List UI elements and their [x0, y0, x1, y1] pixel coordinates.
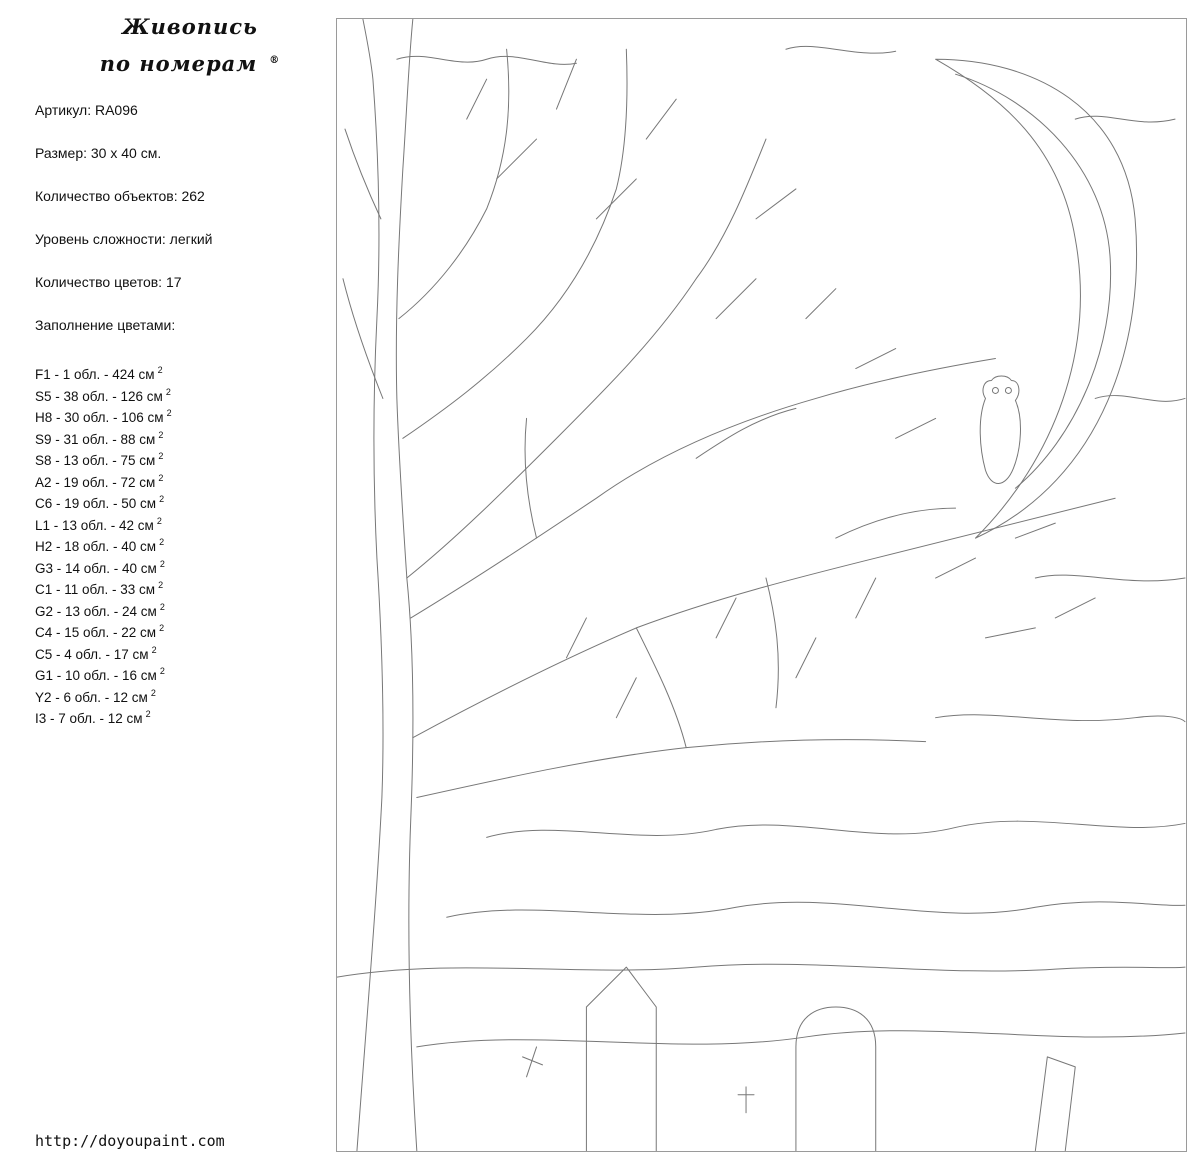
brand-line-2: [70, 44, 310, 81]
legend-row: [35, 425, 172, 447]
twig: [716, 189, 935, 438]
grave-cross: [738, 1087, 754, 1113]
article-text: Артикул: RA096: [35, 102, 138, 118]
legend-sup: 2: [159, 558, 165, 569]
legend-text: S8 - 13 обл. - 75 см: [35, 453, 156, 468]
legend-text: S5 - 38 обл. - 126 см: [35, 388, 163, 404]
owl-eye-left: [992, 387, 998, 393]
legend-text: C4 - 15 обл. - 22 см: [35, 625, 157, 640]
registered-mark: ®: [269, 55, 281, 66]
brand-logo: [70, 10, 310, 81]
legend-sup: 2: [159, 623, 165, 633]
legend-row: [35, 575, 172, 597]
legend-text: I3 - 7 обл. - 12 см: [35, 711, 143, 726]
legend-sup: 2: [145, 709, 151, 719]
owl-eye-right: [1005, 387, 1011, 393]
legend-sup: 2: [159, 666, 165, 676]
twig: [936, 523, 1096, 638]
cloud-outline: [1075, 116, 1175, 122]
branch: [345, 129, 381, 219]
legend-text: G1 - 10 обл. - 16 см: [35, 668, 157, 683]
branch: [411, 359, 996, 618]
tree-trunk-right-edge: [396, 19, 416, 1150]
branch: [525, 418, 537, 538]
arch-building: [796, 1007, 876, 1151]
legend-sup: 2: [166, 408, 172, 418]
brand-line-1: Живопись: [122, 14, 258, 39]
branch: [836, 508, 956, 538]
legend-row: [35, 468, 172, 490]
website-url: http://doyoupaint.com: [35, 1132, 225, 1150]
legend-text: H8 - 30 обл. - 106 см: [35, 410, 164, 425]
cloud-outline: [936, 715, 1185, 722]
legend-sup: 2: [159, 601, 165, 612]
legend-row: [35, 683, 172, 705]
legend-sup: 2: [165, 386, 171, 397]
canvas-outline-frame: [336, 18, 1187, 1152]
cloud-outline: [397, 56, 577, 64]
legend-sup: 2: [158, 580, 164, 590]
legend-text: Y2 - 6 обл. - 12 см: [35, 689, 148, 705]
legend-sup: 2: [158, 472, 164, 483]
legend-sup: 2: [159, 537, 165, 547]
ground-line: [417, 1031, 1185, 1047]
branch: [417, 740, 926, 798]
legend-sup: 2: [150, 687, 156, 698]
product-info: [35, 98, 213, 356]
legend-sup: 2: [158, 451, 164, 461]
twig: [467, 59, 677, 219]
branch: [696, 408, 796, 458]
legend-row: [35, 511, 172, 533]
legend-text: G3 - 14 обл. - 40 см: [35, 560, 157, 576]
objects-count-text: Количество объектов: 262: [35, 188, 205, 204]
legend-text: F1 - 1 обл. - 424 см: [35, 367, 155, 382]
colors-count-text: Количество цветов: 17: [35, 274, 182, 290]
brand-line-2-text: по номерам: [99, 51, 258, 76]
ground-line: [337, 964, 1185, 977]
owl: [980, 376, 1020, 484]
legend-sup: 2: [151, 644, 157, 655]
legend-text: G2 - 13 обл. - 24 см: [35, 603, 157, 619]
legend-row: [35, 704, 172, 726]
legend-text: H2 - 18 обл. - 40 см: [35, 539, 157, 554]
church: [586, 967, 656, 1151]
legend-row: [35, 446, 172, 468]
legend-sup: 2: [156, 515, 162, 526]
branch: [403, 49, 627, 438]
moon-inner-line: [956, 74, 1111, 488]
cloud-outline: [487, 821, 1185, 837]
fill-heading: Заполнение цветами:: [35, 317, 176, 333]
cloud-outline: [1035, 575, 1185, 581]
legend-sup: 2: [157, 365, 163, 375]
cloud-outline: [447, 902, 1185, 917]
branch: [407, 139, 766, 578]
difficulty-text: Уровень сложности: легкий: [35, 231, 213, 247]
branch: [399, 49, 509, 318]
legend-row: [35, 661, 172, 683]
legend-row: [35, 489, 172, 511]
crescent-moon: [936, 59, 1137, 538]
color-legend: [35, 360, 172, 726]
legend-row: [35, 640, 172, 662]
legend-row: [35, 532, 172, 554]
line-art-drawing: [337, 19, 1186, 1151]
legend-row: [35, 554, 172, 576]
cloud-outline: [786, 46, 896, 53]
branch: [766, 578, 778, 708]
branch: [636, 628, 686, 748]
legend-text: S9 - 31 обл. - 88 см: [35, 431, 156, 447]
tree-trunk: [357, 19, 383, 1150]
grave-cross: [523, 1047, 543, 1077]
grave-stone: [1035, 1057, 1075, 1151]
legend-row: [35, 618, 172, 640]
legend-text: C5 - 4 обл. - 17 см: [35, 646, 149, 662]
branch: [343, 279, 383, 399]
legend-text: L1 - 13 обл. - 42 см: [35, 517, 154, 533]
legend-row: [35, 360, 172, 382]
legend-text: C1 - 11 обл. - 33 см: [35, 582, 156, 597]
legend-text: A2 - 19 обл. - 72 см: [35, 474, 156, 490]
legend-sup: 2: [158, 429, 164, 440]
legend-row: [35, 403, 172, 425]
branch: [413, 498, 1115, 737]
legend-text: C6 - 19 обл. - 50 см: [35, 496, 157, 511]
legend-row: [35, 382, 172, 404]
legend-sup: 2: [159, 494, 165, 504]
size-text: Размер: 30 х 40 см.: [35, 145, 162, 161]
legend-row: [35, 597, 172, 619]
